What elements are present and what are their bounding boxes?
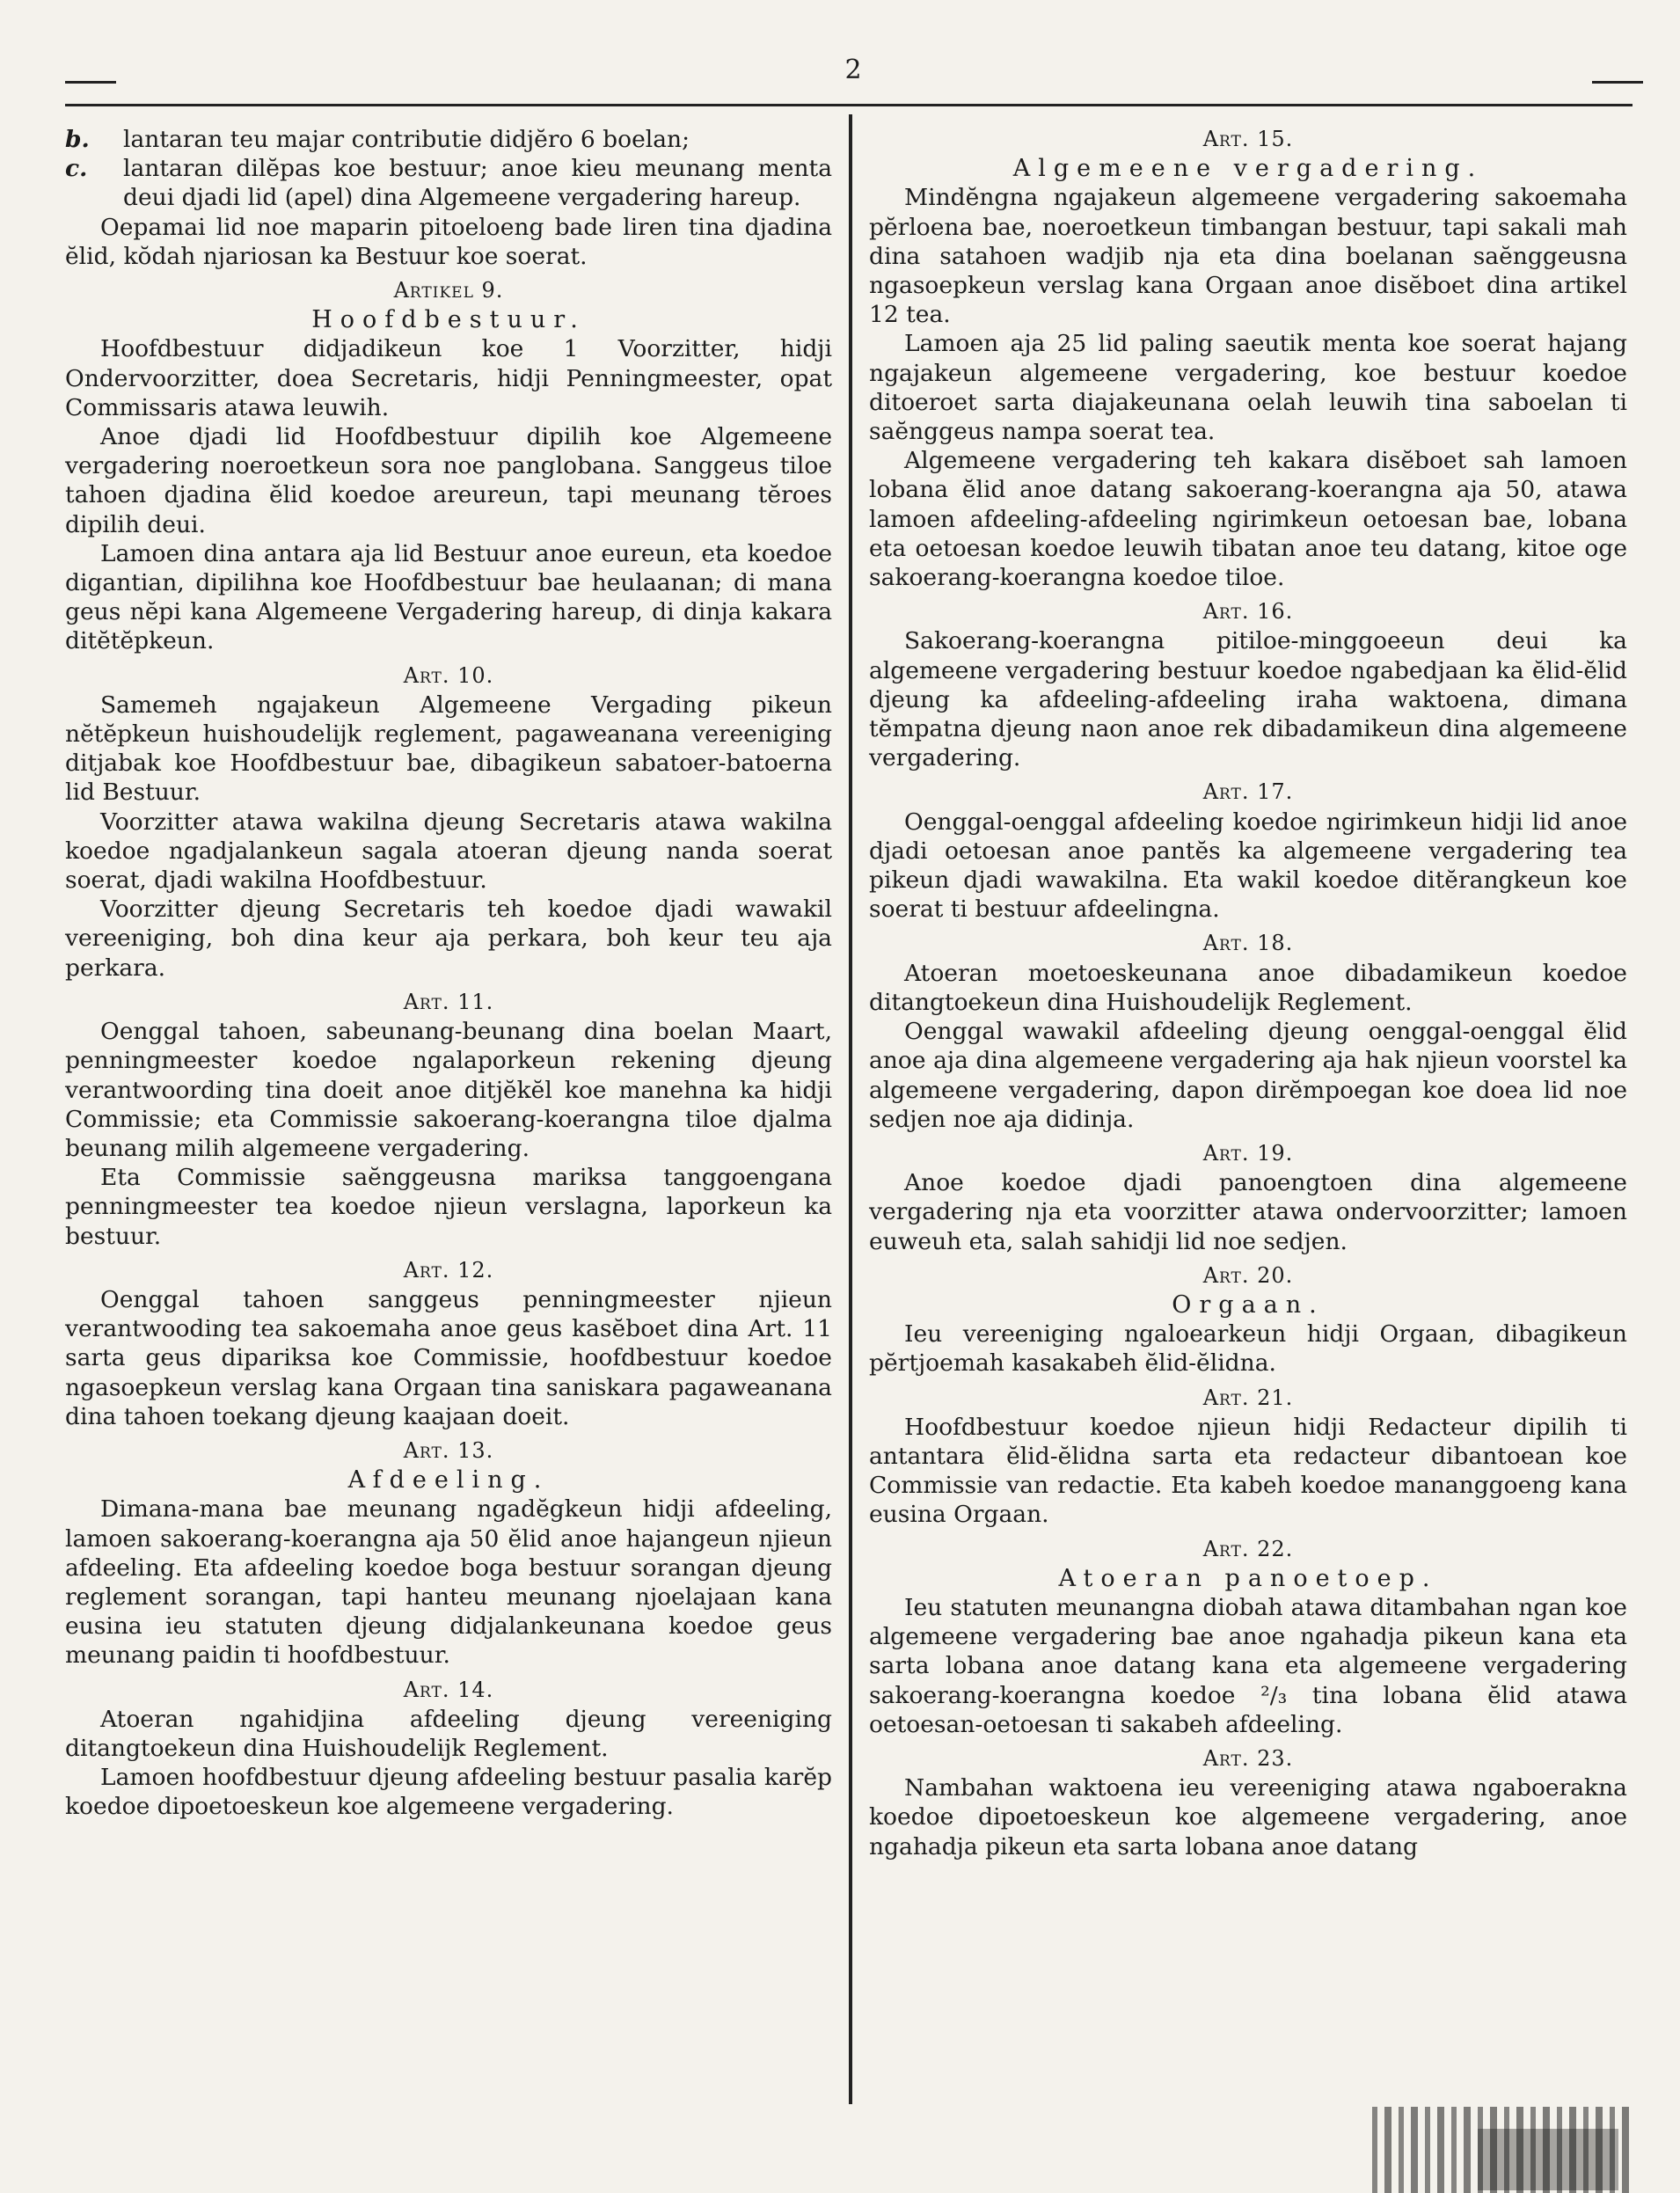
paragraph: Dimana-mana bae meunang ngadĕgkeun hidji afdeeling, lamoen sakoerang-koerangna aja 50 ĕlid anoe hajangeun njieun afdeeling. Eta afdeeling koedoe boga bestuur sorangan djeung reglement sorangan, tapi hanteu meunang njoelajaan kana eusina ieu statuten djeung didjalankeunana koedoe geus meunang paidin ti hoofdbestuur. [65,1495,832,1670]
paragraph: Lamoen hoofdbestuur djeung afdeeling bestuur pasalia karĕp koedoe dipoetoeskeun koe algemeene vergadering. [65,1764,832,1821]
paragraph: Anoe djadi lid Hoofdbestuur dipilih koe Algemeene vergadering noeroetkeun sora noe panglobana. Sanggeus tiloe tahoen djadina ĕlid koedoe areureun, tapi meunang tĕroes dipilih deui. [65,423,832,538]
section-title: Atoeran panoetoep. [1058,1564,1438,1592]
article-heading: Art. 12. [403,1257,494,1283]
article-heading: Art. 17. [1202,779,1294,805]
paragraph: Oenggal wawakil afdeeling djeung oenggal-oenggal ĕlid anoe aja dina algemeene vergadering aja hak njieun voorstel ka algemeene vergadering, dapon dirĕmpoegan koe doea lid noe sedjen noe aja didinja. [869,1018,1627,1133]
paragraph: Voorzitter atawa wakilna djeung Secretaris atawa wakilna koedoe ngadjalankeun sagala atoeran djeung nanda soerat soerat, djadi wakilna Hoofdbestuur. [65,808,832,895]
article-heading: Art. 18. [1202,931,1294,956]
paragraph: Mindĕngna ngajakeun algemeene vergadering sakoemaha pĕrloena bae, noeroetkeun timbangan bestuur, tapi sakali mah dina satahoen wadjib nja eta dina boelanan saĕnggeusna ngasoepkeun verslag kana Orgaan anoe disĕboet dina artikel 12 tea. [869,184,1627,329]
paragraph: Nambahan waktoena ieu vereeniging atawa ngaboerakna koedoe dipoetoeskeun koe algemeene vergadering, anoe ngahadja pikeun eta sarta lobana anoe datang [869,1774,1627,1860]
paragraph: Oenggal tahoen, sabeunang-beunang dina boelan Maart, penningmeester koedoe ngalaporkeun rekening djeung verantwoording tina doeit anoe ditjĕkĕl koe manehna ka hidji Commissie; eta Commissie sakoerang-koerangna tiloe djalma beunang milih algemeene vergadering. [65,1018,832,1162]
article-heading: Art. 11. [403,989,494,1014]
paragraph: Voorzitter djeung Secretaris teh koedoe djadi wawakil vereeniging, boh dina keur aja perkara, boh keur teu aja perkara. [65,895,832,982]
paragraph: Atoeran moetoeskeunana anoe dibadamikeun koedoe ditangtoekeun dina Huishoudelijk Reglement. [869,959,1627,1016]
right-column [869,125,1627,1861]
article-heading: Art. 20. [1202,1262,1294,1288]
paragraph: Lamoen aja 25 lid paling saeutik menta koe soerat hajang ngajakeun algemeene vergadering, koe bestuur koedoe ditoeroet sarta diajakeunana oelah leuwih tina saboelan ti saĕnggeus nampa soerat tea. [869,330,1627,446]
paragraph: Atoeran ngahidjina afdeeling djeung vereeniging ditangtoekeun dina Huishoudelijk Reglement. [65,1705,832,1762]
paragraph: Ieu vereeniging ngaloearkeun hidji Orgaan, dibagikeun pĕrtjoemah kasakabeh ĕlid-ĕlidna. [869,1320,1627,1378]
paragraph: Sakoerang-koerangna pitiloe-minggoeeun deui ka algemeene vergadering bestuur koedoe ngabedjaan ka ĕlid-ĕlid djeung ka afdeeling-afdeeling iraha waktoena, dimana tĕmpatna djeung naon anoe rek dibadamikeun dina algemeene vergadering. [869,627,1627,772]
header-rule [65,104,1633,106]
paragraph: Hoofdbestuur didjadikeun koe 1 Voorzitter, hidji Ondervoorzitter, doea Secretaris, hidji Penningmeester, opat Commissaris atawa leuwih. [65,335,832,421]
article-heading: Art. 21. [1202,1385,1294,1410]
list-item-c [65,154,832,212]
header-right-dash [1592,81,1643,84]
paragraph: Anoe koedoe djadi panoengtoen dina algemeene vergadering nja eta voorzitter atawa ondervoorzitter; lamoen euweuh eta, salah sahidji lid noe sedjen. [869,1169,1627,1255]
section-title: Afdeeling. [347,1466,550,1495]
article-heading: Art. 15. [1202,127,1294,151]
scan-damage [1478,2129,1618,2190]
paragraph: Lamoen dina antara aja lid Bestuur anoe eureun, eta koedoe digantian, dipilihna koe Hoofdbestuur bae heulaanan; di mana geus nĕpi kana Algemeene Vergadering hareup, di dinja kakara ditĕtĕpkeun. [65,539,832,655]
paragraph: Ieu statuten meunangna diobah atawa ditambahan ngan koe algemeene vergadering bae anoe ngahadja pikeun kana eta sarta lobana anoe datang kana eta algemeene vergadering sakoerang-koerangna koedoe ²/₃ tina lobana ĕlid atawa oetoesan-oetoesan ti sakabeh afdeeling. [869,1593,1627,1738]
page-number: 2 [844,55,862,85]
list-marker: b. [65,126,90,153]
column-divider [849,114,852,2104]
section-title: Algemeene vergadering. [1012,155,1484,183]
article-heading: Art. 10. [403,662,494,688]
article-heading: Art. 14. [403,1677,494,1702]
article-heading: Art. 22. [1202,1536,1294,1561]
paragraph: Samemeh ngajakeun Algemeene Vergading pikeun nĕtĕpkeun huishoudelijk reglement, pagaweanana vereeniging ditjabak koe Hoofdbestuur bae, dibagikeun sabatoer-batoerna lid Bestuur. [65,691,832,807]
list-marker: c. [65,155,88,183]
paragraph: Algemeene vergadering teh kakara disĕboet sah lamoen lobana ĕlid anoe datang sakoerang-koerangna aja 50, atawa lamoen afdeeling-afdeeling ngirimkeun oetoesan bae, lobana eta oetoesan koedoe leuwih tibatan anoe teu datang, kitoe oge sakoerang-koerangna koedoe tiloe. [869,447,1627,592]
header-left-dash [65,81,116,84]
list-text: lantaran teu majar contributie didjĕro 6 boelan; [123,126,690,153]
article-heading: Art. 23. [1202,1745,1294,1771]
paragraph: Oenggal-oenggal afdeeling koedoe ngirimkeun hidji lid anoe djadi oetoesan anoe pantĕs ka algemeene vergadering tea pikeun djadi wawakilna. Eta wakil koedoe ditĕrangkeun koe soerat ti bestuur afdeelingna. [869,808,1627,924]
left-column [65,125,832,1822]
paragraph: Oenggal tahoen sanggeus penningmeester njieun verantwooding tea sakoemaha anoe geus kasĕboet dina Art. 11 sarta geus dipariksa koe Commissie, hoofdbestuur koedoe ngasoepkeun verslag kana Orgaan tina saniskara pagaweanana dina tahoen toekang djeung kaajaan doeit. [65,1285,832,1430]
list-text: lantaran dilĕpas koe bestuur; anoe kieu meunang menta deui djadi lid (apel) dina Algemeene vergadering hareup. [123,155,832,212]
paragraph: Hoofdbestuur koedoe njieun hidji Redacteur dipilih ti antantara ĕlid-ĕlidna sarta eta redacteur dibantoean koe Commissie van redactie. Eta kabeh koedoe mananggoeng kana eusina Orgaan. [869,1413,1627,1529]
list-item-b [65,125,832,154]
section-title: Orgaan. [1172,1290,1325,1319]
article-heading: Art. 13. [403,1437,494,1463]
section-title: Hoofdbestuur. [311,306,586,334]
article-heading: Art. 16. [1202,599,1294,625]
paragraph: Eta Commissie saĕnggeusna mariksa tanggoengana penningmeester tea koedoe njieun verslagna, laporkeun ka bestuur. [65,1164,832,1250]
article-heading: Artikel 9. [393,278,504,303]
article-heading: Art. 19. [1202,1140,1294,1166]
paragraph: Oepamai lid noe maparin pitoeloeng bade liren tina djadina ĕlid, kŏdah njariosan ka Bestuur koe soerat. [65,213,832,270]
